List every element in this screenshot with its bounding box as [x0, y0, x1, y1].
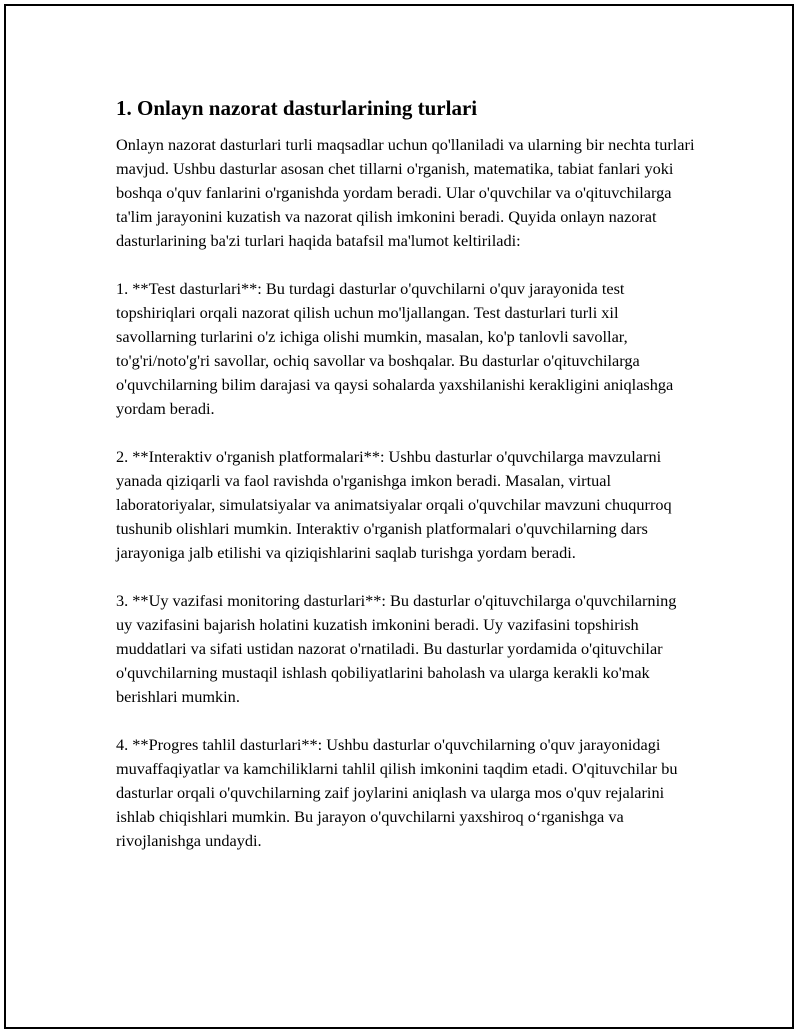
paragraph-progress-analysis: 4. **Progres tahlil dasturlari**: Ushbu dasturlar o'quvchilarning o'quv jarayonidagi muvaffaqiyatlar va kamchiliklarni tahlil qilish imkonini taqdim etadi. O'qituvchilar bu dasturlar orqali o'quvchilarning zaif joylarini aniqlash va ularga mos o'quv rejalarini ishlab chiqishlari mumkin. Bu jarayon o'quvchilarni yaxshiroq o‘rganishga va rivojlanishga undaydi. [116, 735, 678, 850]
intro-paragraph: Onlayn nazorat dasturlari turli maqsadlar uchun qo'llaniladi va ularning bir nechta turlari mavjud. Ushbu dasturlar asosan chet tillarni o'rganish, matematika, tabiat fanlari yoki boshqa o'quv fanlarini o'rganishda yordam beradi. Ular o'quvchilar va o'qituvchilarga ta'lim jarayonini kuzatish va nazorat qilish imkonini beradi. Quyida onlayn nazorat dasturlarining ba'zi turlari haqida batafsil ma'lumot keltiriladi: [116, 135, 695, 250]
paragraph-interactive-platforms: 2. **Interaktiv o'rganish platformalari**: Ushbu dasturlar o'quvchilarga mavzularni yanada qiziqarli va faol ravishda o'rganishga imkon beradi. Masalan, virtual laboratoriyalar, simulatsiyalar va animatsiyalar orqali o'quvchilar mavzuni chuqurroq tushunib olishlari mumkin. Interaktiv o'rganish platformalari o'quvchilarning dars jarayoniga jalb etilishi va qiziqishlarini saqlab turishga yordam beradi. [116, 447, 672, 562]
section-heading: 1. Onlayn nazorat dasturlarining turlari [116, 96, 478, 120]
paragraph-homework-monitoring: 3. **Uy vazifasi monitoring dasturlari**: Bu dasturlar o'qituvchilarga o'quvchilarning uy vazifasini bajarish holatini kuzatish imkonini beradi. Uy vazifasini topshirish muddatlari va sifati ustidan nazorat o'rnatiladi. Bu dasturlar yordamida o'qituvchilar o'quvchilarning mustaqil ishlash qobiliyatlarini baholash va ularga kerakli ko'mak berishlari mumkin. [116, 591, 677, 706]
paragraph-test-programs: 1. **Test dasturlari**: Bu turdagi dasturlar o'quvchilarni o'quv jarayonida test topshiriqlari orqali nazorat qilish uchun mo'ljallangan. Test dasturlari turli xil savollarning turlarini o'z ichiga olishi mumkin, masalan, ko'p tanlovli savollar, to'g'ri/noto'g'ri savollar, ochiq savollar va boshqalar. Bu dasturlar o'qituvchilarga o'quvchilarning bilim darajasi va qaysi sohalarda yaxshilanishi kerakligini aniqlashga yordam beradi. [116, 279, 674, 418]
document-body [116, 95, 696, 877]
